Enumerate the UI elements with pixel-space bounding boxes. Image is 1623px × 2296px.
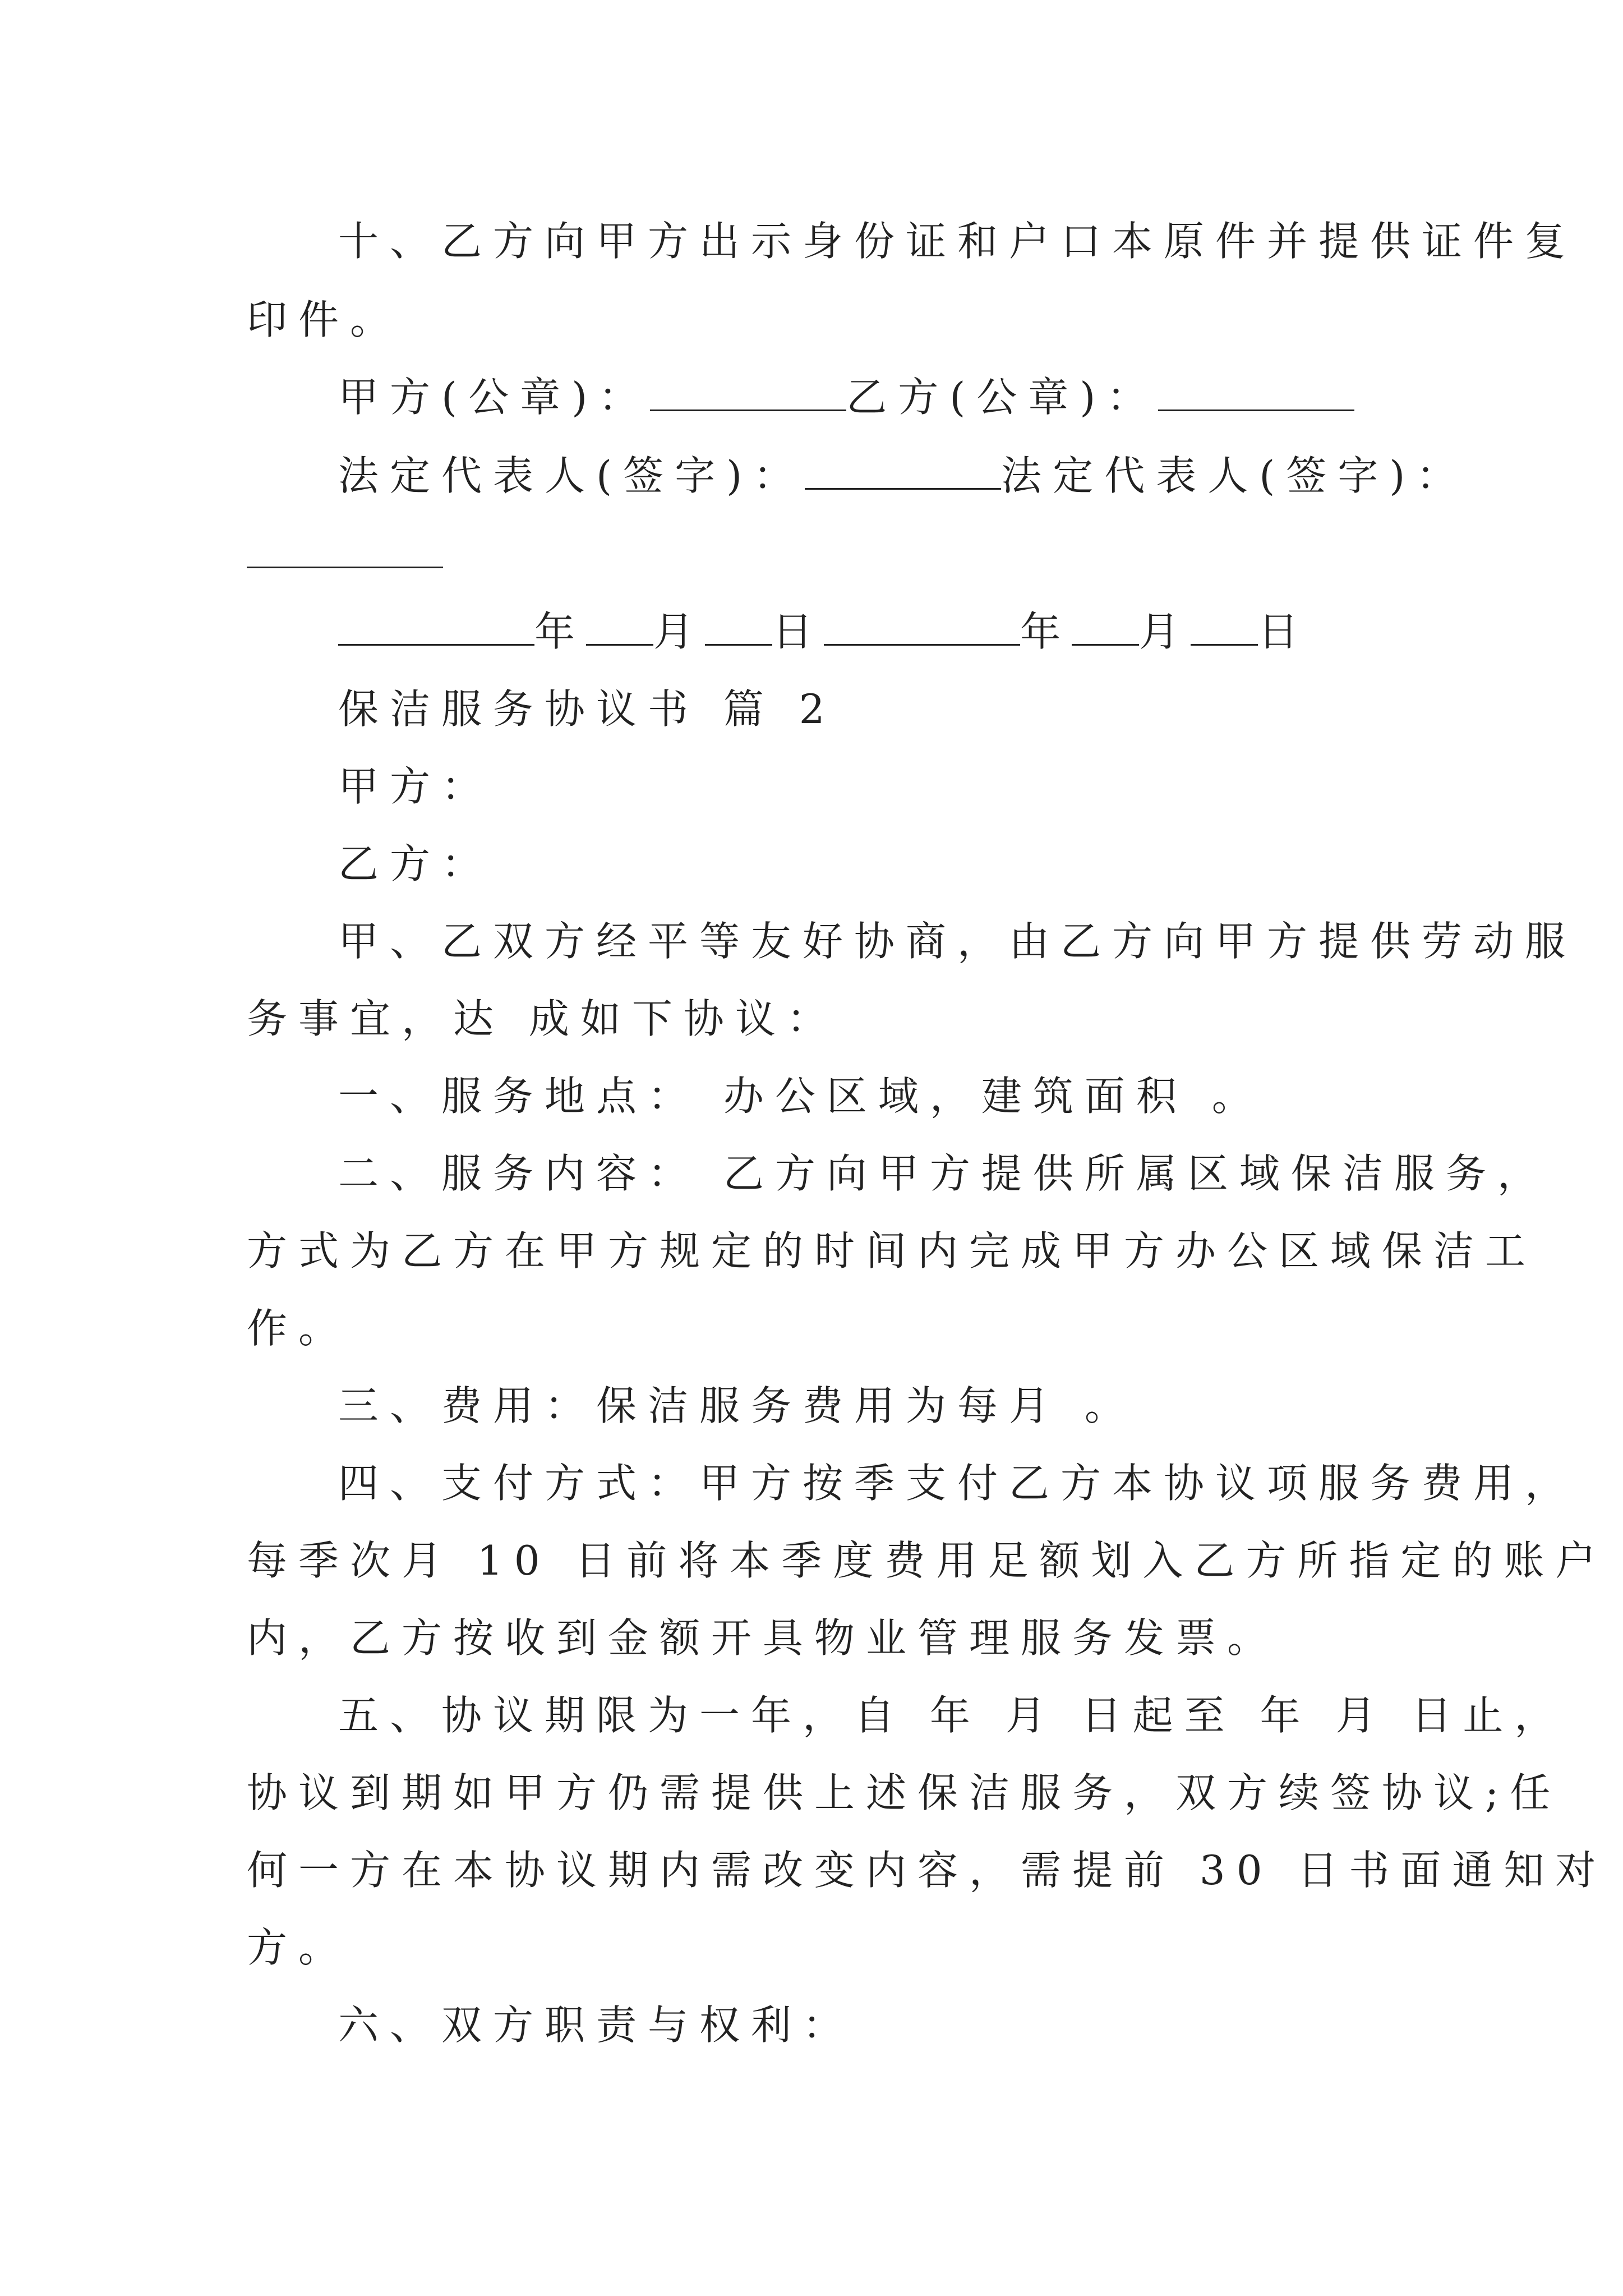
- item-5-line-3: 何一方在本协议期内需改变内容，需提前 30 日书面通知对: [247, 1847, 1607, 1894]
- item-5-line-1: 五、协议期限为一年，自 年 月 日起至 年 月 日止，: [338, 1692, 1566, 1739]
- item-3: 三、费用：保洁服务费用为每月 。: [338, 1382, 1136, 1429]
- date-row: [338, 604, 1310, 660]
- clause-10-line-2: 印件。: [247, 296, 402, 343]
- date-a-month-blank: [586, 610, 653, 646]
- intro-line-2: 务事宜，达 成如下协议：: [247, 995, 838, 1042]
- item-2-line-2: 方式为乙方在甲方规定的时间内完成甲方办公区域保洁工: [247, 1227, 1537, 1274]
- item-5-line-2: 协议到期如甲方仍需提供上述保洁服务，双方续签协议;任: [247, 1769, 1562, 1816]
- party-a-label: 甲方：: [338, 763, 494, 810]
- date-a-day-blank: [705, 610, 772, 646]
- date-b-day-blank: [1191, 610, 1258, 646]
- seal-party-b-blank: [1158, 376, 1354, 411]
- rep-party-a-blank: [805, 454, 1001, 490]
- seal-party-a-label: 甲方(公章)：: [338, 374, 651, 421]
- item-4-line-1: 四、支付方式：甲方按季支付乙方本协议项服务费用，: [338, 1460, 1577, 1507]
- date-b-year: 年: [1020, 608, 1072, 655]
- date-b-day: 日: [1258, 608, 1310, 655]
- seal-signature-row: [338, 369, 1354, 425]
- date-a-year-blank: [338, 610, 534, 646]
- date-a-month: 月: [653, 608, 706, 655]
- rep-party-b-label: 法定代表人(签字)：: [1001, 452, 1468, 499]
- intro-line-1: 甲、乙双方经平等友好协商，由乙方向甲方提供劳动服: [338, 918, 1577, 965]
- date-a-day: 日: [772, 608, 824, 655]
- representative-signature-row: [338, 448, 1468, 504]
- date-a-year: 年: [534, 608, 587, 655]
- item-4-line-2: 每季次月 10 日前将本季度费用足额划入乙方所指定的账户: [247, 1537, 1607, 1584]
- date-b-year-blank: [824, 610, 1020, 646]
- clause-10-line-1: 十、乙方向甲方出示身份证和户口本原件并提供证件复: [338, 218, 1577, 265]
- date-b-month-blank: [1072, 610, 1139, 646]
- item-6: 六、双方职责与权利：: [338, 2001, 855, 2049]
- item-4-line-3: 内，乙方按收到金额开具物业管理服务发票。: [247, 1614, 1279, 1662]
- seal-party-a-blank: [650, 376, 846, 411]
- seal-party-b-label: 乙方(公章)：: [846, 374, 1159, 421]
- item-2-line-3: 作。: [247, 1305, 351, 1352]
- rep-party-a-label: 法定代表人(签字)：: [338, 452, 805, 499]
- date-b-month: 月: [1139, 608, 1191, 655]
- item-5-line-4: 方。: [247, 1924, 351, 1971]
- party-b-label: 乙方：: [338, 840, 494, 887]
- rep-party-b-blank: [247, 567, 443, 568]
- section-title: 保洁服务协议书 篇 2: [338, 685, 836, 733]
- item-1: 一、服务地点： 办公区域，建筑面积 。: [338, 1073, 1264, 1120]
- item-2-line-1: 二、服务内容： 乙方向甲方提供所属区域保洁服务，: [338, 1150, 1549, 1197]
